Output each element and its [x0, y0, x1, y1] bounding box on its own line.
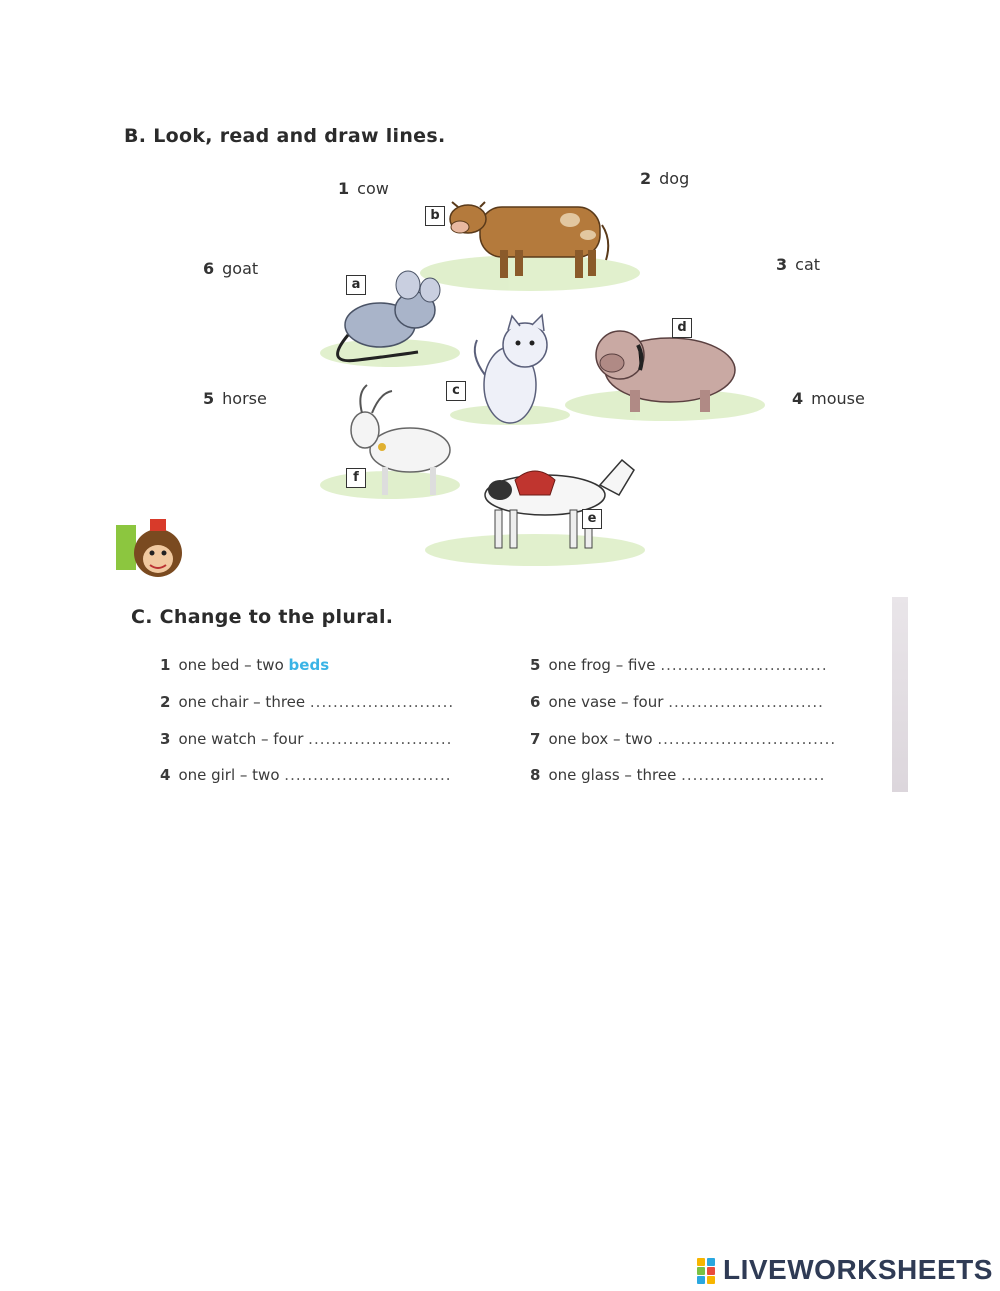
- section-c-heading: C. Change to the plural.: [131, 606, 394, 628]
- plural-answer-8[interactable]: .........................: [681, 766, 826, 784]
- answer-box-f[interactable]: f: [346, 468, 366, 488]
- word-goat: 6 goat: [203, 259, 259, 278]
- plural-item-5: 5 one frog – five .............................: [530, 656, 828, 674]
- plural-item-7: 7 one box – two ...............................: [530, 730, 837, 748]
- plural-item-8: 8 one glass – three .........................: [530, 766, 826, 784]
- plural-answer-5[interactable]: .............................: [660, 656, 828, 674]
- answer-box-e[interactable]: e: [582, 509, 602, 529]
- plural-item-2: 2 one chair – three .........................: [160, 693, 455, 711]
- word-mouse: 4 mouse: [792, 389, 865, 408]
- word-cow: 1 cow: [338, 179, 389, 198]
- plural-answer-6[interactable]: ...........................: [668, 693, 824, 711]
- plural-answer-3[interactable]: .........................: [308, 730, 453, 748]
- answer-box-b[interactable]: b: [425, 206, 445, 226]
- plural-item-1: 1 one bed – two beds: [160, 656, 330, 674]
- answer-box-c[interactable]: c: [446, 381, 466, 401]
- word-horse: 5 horse: [203, 389, 267, 408]
- scan-edge-strip: [892, 597, 908, 792]
- plural-answer-7[interactable]: ...............................: [657, 730, 837, 748]
- plural-item-4: 4 one girl – two .............................: [160, 766, 452, 784]
- liveworksheets-logo[interactable]: [697, 1254, 997, 1288]
- answer-box-a[interactable]: a: [346, 275, 366, 295]
- liveworksheets-logo-text: LIVEWORKSHEETS: [723, 1254, 993, 1285]
- plural-item-6: 6 one vase – four ...........................: [530, 693, 824, 711]
- animal-illustrations: [320, 185, 770, 575]
- plural-item-3: 3 one watch – four .........................: [160, 730, 453, 748]
- plural-answer-4[interactable]: .............................: [284, 766, 452, 784]
- word-dog: 2 dog: [640, 169, 690, 188]
- word-cat: 3 cat: [776, 255, 821, 274]
- monkey-mascot: [116, 515, 192, 585]
- plural-answer-2[interactable]: .........................: [309, 693, 455, 711]
- section-b-heading: B. Look, read and draw lines.: [124, 125, 446, 147]
- answer-box-d[interactable]: d: [672, 318, 692, 338]
- liveworksheets-logo-icon: [697, 1258, 719, 1284]
- grass-patches: [320, 255, 765, 566]
- plural-answer-1[interactable]: beds: [288, 656, 330, 674]
